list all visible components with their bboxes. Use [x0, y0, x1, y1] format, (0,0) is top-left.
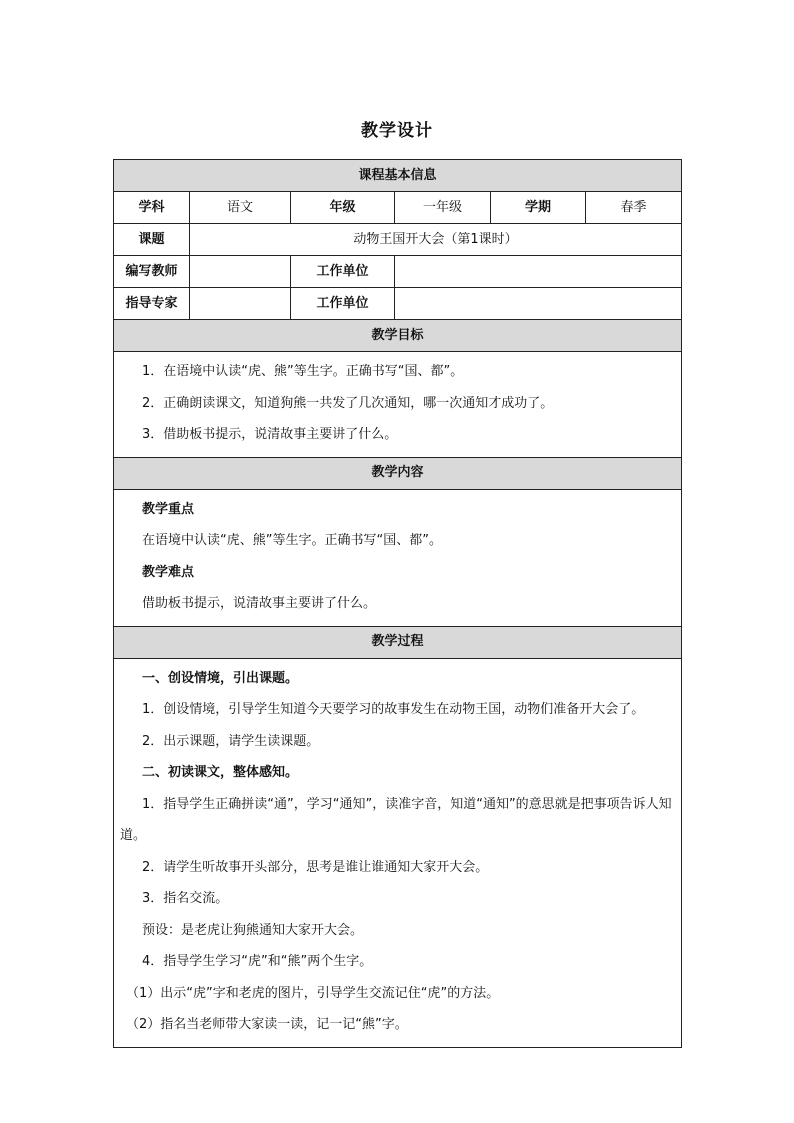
teacher-value: [190, 256, 291, 288]
goal-item: 1．在语境中认读“虎、熊”等生字。正确书写“国、都”。: [142, 364, 464, 379]
process-cell: [114, 658, 682, 1047]
grade-label: 年级: [291, 192, 395, 224]
process-header-row: [114, 626, 682, 658]
process-item: 3．指名交流。: [142, 891, 229, 906]
content-header: 教学内容: [114, 457, 682, 489]
goals-cell: [114, 352, 682, 458]
difficult-point-text: 借助板书提示，说清故事主要讲了什么。: [142, 596, 377, 611]
document-title: 教学设计: [361, 121, 433, 141]
work-unit-value-1: [395, 256, 682, 288]
process-item: 1．创设情境，引导学生知道今天要学习的故事发生在动物王国，动物们准备开大会了。: [142, 702, 645, 717]
subject-row: [114, 192, 682, 224]
key-point-label: 教学重点: [142, 501, 195, 517]
topic-label: 课题: [114, 224, 190, 256]
goals-header-row: [114, 320, 682, 352]
key-point-text: 在语境中认读“虎、熊”等生字。正确书写“国、都”。: [142, 533, 442, 548]
goal-item: 2．正确朗读课文，知道狗熊一共发了几次通知，哪一次通知才成功了。: [142, 395, 554, 411]
subject-label: 学科: [114, 192, 190, 224]
work-unit-label-2: 工作单位: [291, 288, 395, 320]
teacher-label: 编写教师: [114, 256, 190, 288]
process-item: 1．指导学生正确拼读“通”，学习“通知”，读准字音，知道“通知”的意思就是把事项告诉人知道。: [120, 796, 672, 843]
expert-row: [114, 288, 682, 320]
grade-value: 一年级: [395, 192, 491, 224]
term-label: 学期: [491, 192, 586, 224]
process-subitem: （2）指名当老师带大家读一读，记一记“熊”字。: [126, 1017, 408, 1032]
term-value: 春季: [586, 192, 682, 224]
content-header-row: [114, 457, 682, 489]
process-row: [114, 658, 682, 1047]
work-unit-label-1: 工作单位: [291, 256, 395, 288]
expert-value: [190, 288, 291, 320]
goal-item: 3．借助板书提示，说清故事主要讲了什么。: [142, 427, 398, 442]
topic-value: 动物王国开大会（第1课时）: [190, 224, 682, 256]
process-subitem: （1）出示“虎”字和老虎的图片，引导学生交流记住“虎”的方法。: [126, 985, 500, 1001]
process-item: 2．请学生听故事开头部分，思考是谁让谁通知大家开大会。: [142, 859, 489, 875]
subject-value: 语文: [190, 192, 291, 224]
lesson-plan-table: [113, 159, 682, 1048]
goals-row: [114, 352, 682, 458]
basic-info-header: 课程基本信息: [114, 160, 682, 192]
process-header: 教学过程: [114, 626, 682, 658]
content-row: [114, 489, 682, 626]
topic-row: [114, 224, 682, 256]
difficult-point-label: 教学难点: [142, 564, 195, 580]
basic-info-header-row: [114, 160, 682, 192]
teacher-row: [114, 256, 682, 288]
process-item: 2．出示课题，请学生读课题。: [142, 733, 320, 749]
process-preset: 预设：是老虎让狗熊通知大家开大会。: [142, 922, 364, 938]
process-part1-title: 一、创设情境，引出课题。: [142, 670, 299, 686]
expert-label: 指导专家: [114, 288, 190, 320]
content-cell: [114, 489, 682, 626]
process-item: 4．指导学生学习“虎”和“熊”两个生字。: [142, 954, 373, 969]
goals-header: 教学目标: [114, 320, 682, 352]
process-part2-title: 二、初读课文，整体感知。: [142, 765, 299, 780]
work-unit-value-2: [395, 288, 682, 320]
